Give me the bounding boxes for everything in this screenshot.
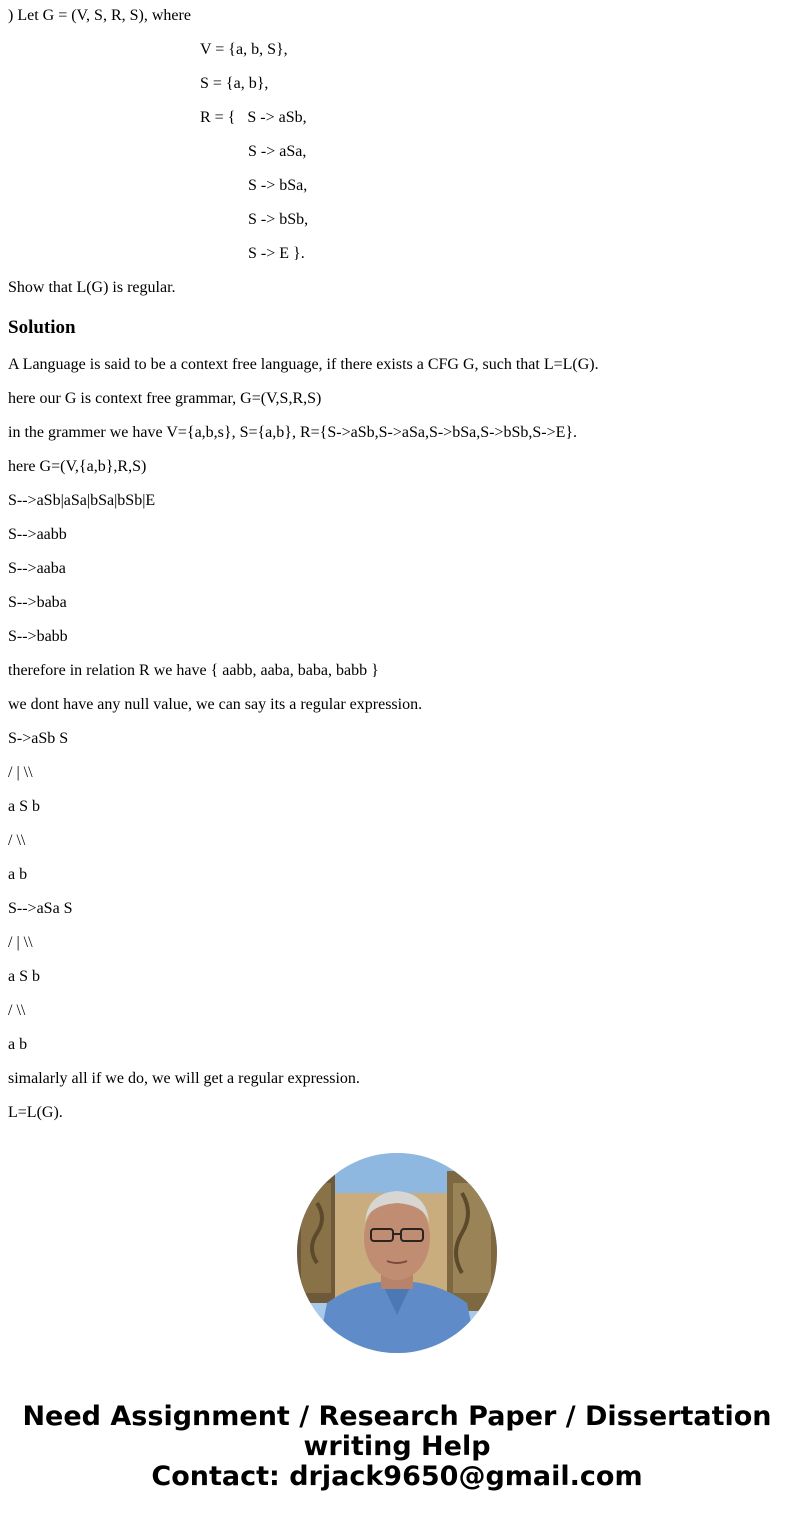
solution-line: / \\	[8, 1002, 26, 1019]
banner-line: writing Help	[303, 1431, 491, 1462]
solution-line: a b	[8, 1036, 28, 1053]
contact-banner	[0, 1402, 794, 1492]
problem-intro: ) Let G = (V, S, R, S), where	[8, 7, 191, 24]
rule-line: S -> bSa,	[248, 177, 308, 194]
rule-line: S -> aSa,	[248, 143, 307, 160]
solution-line: L=L(G).	[8, 1104, 63, 1121]
solution-heading: Solution	[8, 317, 76, 338]
rule-line: S -> E }.	[248, 245, 305, 262]
solution-line: S-->babb	[8, 628, 68, 645]
problem-question: Show that L(G) is regular.	[8, 279, 176, 296]
solution-line: S-->aSa S	[8, 900, 73, 917]
solution-line: S-->aSb|aSa|bSa|bSb|E	[8, 492, 156, 509]
solution-line: / \\	[8, 832, 26, 849]
solution-line: S-->baba	[8, 594, 67, 611]
author-avatar	[297, 1153, 497, 1353]
r-definition: R = { S -> aSb,	[200, 109, 307, 126]
solution-line: simalarly all if we do, we will get a regular expression.	[8, 1070, 360, 1087]
solution-line: therefore in relation R we have { aabb, aaba, baba, babb }	[8, 662, 379, 679]
solution-line: here G=(V,{a,b},R,S)	[8, 458, 147, 475]
solution-line: we dont have any null value, we can say its a regular expression.	[8, 696, 423, 713]
contact-email[interactable]: Contact: drjack9650@gmail.com	[151, 1461, 643, 1492]
solution-line: a b	[8, 866, 28, 883]
solution-line: S-->aaba	[8, 560, 66, 577]
banner-line: Need Assignment / Research Paper / Dissertation	[22, 1401, 772, 1432]
solution-line: / | \\	[8, 764, 33, 781]
solution-line: A Language is said to be a context free language, if there exists a CFG G, such that L=L(G).	[8, 356, 599, 373]
author-photo	[297, 1153, 497, 1353]
solution-line: a S b	[8, 798, 40, 815]
solution-line: S->aSb S	[8, 730, 69, 747]
s-definition: S = {a, b},	[200, 75, 269, 92]
rule-line: S -> bSb,	[248, 211, 309, 228]
solution-line: / | \\	[8, 934, 33, 951]
solution-line: in the grammer we have V={a,b,s}, S={a,b}, R={S->aSb,S->aSa,S->bSa,S->bSb,S->E}.	[8, 424, 578, 441]
solution-line: here our G is context free grammar, G=(V,S,R,S)	[8, 390, 322, 407]
solution-line: S-->aabb	[8, 526, 67, 543]
v-definition: V = {a, b, S},	[200, 41, 288, 58]
solution-line: a S b	[8, 968, 40, 985]
